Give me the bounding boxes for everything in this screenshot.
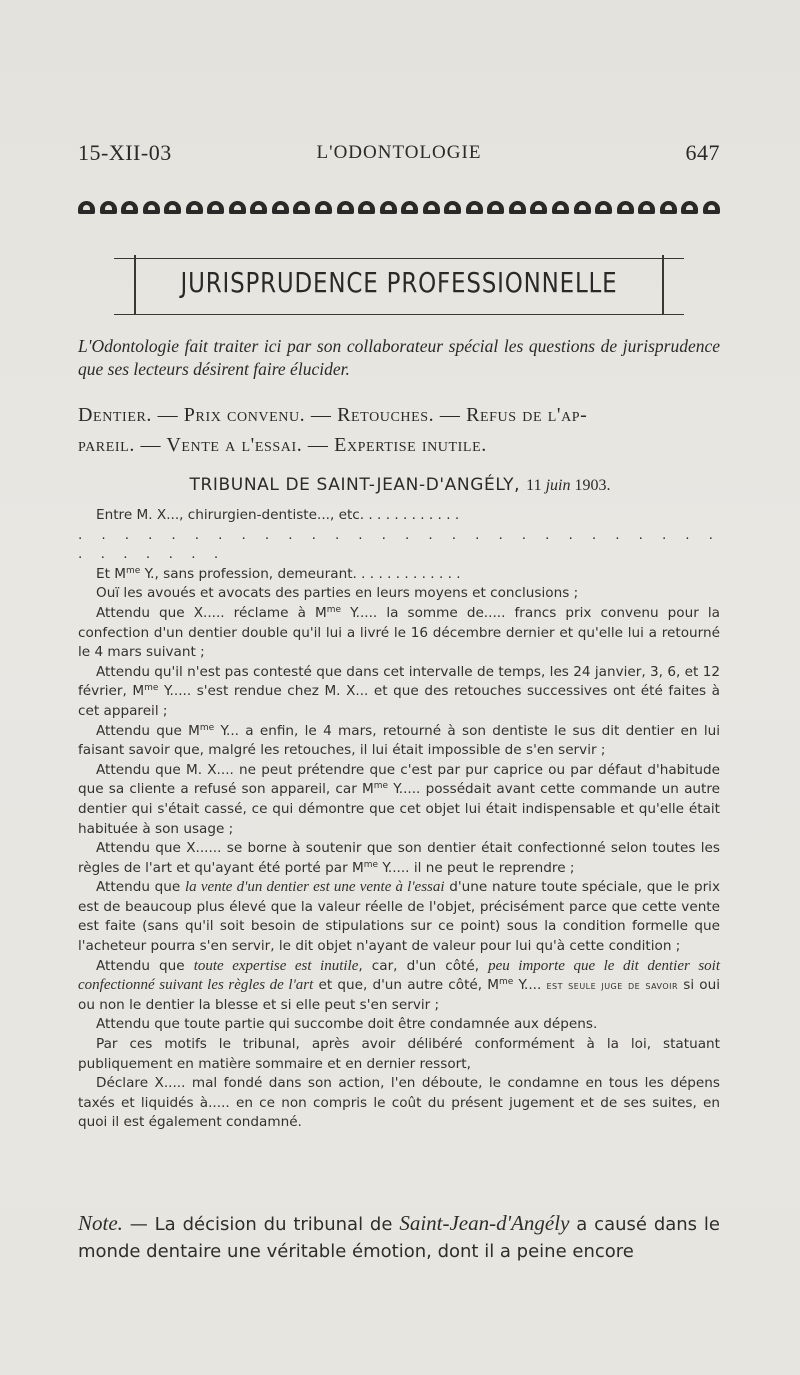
paragraph-entre: Entre M. X..., chirurgien-dentiste..., etc. . . . . . . . . . . . (96, 507, 460, 523)
italic-run: la vente d'un dentier est une vente à l'essai (185, 879, 445, 896)
ornament-icon (552, 201, 569, 214)
ornament-icon (272, 201, 289, 214)
ornament-icon (121, 201, 138, 214)
ornament-icon (703, 201, 720, 214)
paragraph-attendu-3 (78, 722, 720, 761)
ornament-icon (380, 201, 397, 214)
text-run: Y..... la somme de..... francs prix convenu pour la confection d'un dentier double qu'il lui a livré le 16 décembre dernier et qu'elle lui a retourné le 4 mars suivant ; (78, 604, 720, 661)
editorial-note (78, 1210, 720, 1265)
paragraph-declare: Déclare X..... mal fondé dans son action, l'en déboute, le condamne en tous les dépens taxés et liquidés à..... en ce non compris le coût du présent jugement et de ses suites, en quoi il est également condamné. (78, 1075, 720, 1131)
ellipsis-row: . . . . . . . . . . . . . . . . . . . . . . . . . . . . . . . . . . . (78, 526, 720, 563)
ornament-icon (100, 201, 117, 214)
text-run: Attendu que (96, 879, 185, 896)
ornament-icon (466, 201, 483, 214)
paragraph-et (78, 565, 720, 585)
text-run: Attendu que X..... réclame à M (96, 604, 327, 621)
text-run: et que, d'un autre côté, M (313, 977, 500, 994)
superscript: me (199, 722, 215, 733)
ornament-icon (530, 201, 547, 214)
section-rubric (78, 256, 720, 320)
text-run: , car, d'un côté, (358, 957, 489, 974)
page-number: 647 (685, 140, 720, 165)
paragraph-attendu-6 (78, 878, 720, 956)
journal-title: L'ODONTOLOGIE (316, 142, 482, 163)
decorative-ornament-band (78, 192, 720, 214)
ornament-icon (315, 201, 332, 214)
ornament-icon (229, 201, 246, 214)
tribunal-line (100, 475, 700, 495)
ornament-icon (423, 201, 440, 214)
case-heading-line-1: Dentier. — Prix convenu. — Retouches. — Refus de l'ap- (78, 404, 588, 426)
note-text: — La décision du tribunal de (122, 1214, 400, 1235)
superscript: me (373, 781, 389, 792)
ornament-icon (164, 201, 181, 214)
text-run: Y., sans profession, demeurant. . . . . . . . . . . . . (140, 565, 461, 582)
ornament-icon (617, 201, 634, 214)
ornament-icon (509, 201, 526, 214)
note-text-continued: a causé dans le monde dentaire une véritable émotion, dont il a peine encore (78, 1214, 721, 1262)
paragraph-attendu-7 (78, 957, 720, 1016)
judgment-text (78, 506, 720, 1133)
section-title: JURISPRUDENCE PROFESSIONNELLE (180, 266, 618, 299)
ornament-icon (337, 201, 354, 214)
text-run: Attendu que M (96, 722, 200, 739)
small-caps-run: est seule juge de savoir (546, 978, 679, 993)
judgment-date (526, 477, 610, 494)
section-intro: L'Odontologie fait traiter ici par son collaborateur spécial les questions de jurisprudence que ses lecteurs désirent faire élucider. (78, 336, 720, 379)
ornament-icon (401, 201, 418, 214)
text-run: Attendu qu'il n'est pas contesté que dans cet intervalle de temps, les 24 janvier, 3, 6, et 12 février, M (78, 663, 720, 700)
ornament-icon (293, 201, 310, 214)
note-label: Note. (78, 1211, 123, 1235)
paragraph-par-ces-motifs: Par ces motifs le tribunal, après avoir délibéré conformément à la loi, statuant publiquement en matière sommaire et en dernier ressort, (78, 1036, 720, 1072)
ornament-icon (595, 201, 612, 214)
text-run: Y... a enfin, le 4 mars, retourné à son dentiste le sus dit dentier en lui faisant savoir que, malgré les retouches, il lui était impossible de s'en servir ; (78, 722, 720, 759)
judgment-year: 1903. (574, 477, 611, 494)
text-run: Y..... s'est rendue chez M. X... et que des retouches successives ont été faites à cet appareil ; (78, 683, 720, 719)
tribunal-name: TRIBUNAL DE SAINT-JEAN-D'ANGÉLY, (189, 475, 521, 495)
rubric-frame-top (114, 258, 684, 259)
superscript: me (326, 604, 342, 615)
text-run: Attendu que X...... se borne à soutenir que son dentier était confectionné selon toutes les règles de l'art et qu'ayant été porté par M (78, 840, 720, 876)
ornament-icon (207, 201, 224, 214)
running-head (78, 140, 720, 174)
text-run: Y..... possédait avant cette commande un autre dentier qui s'était cassé, ce qui démontre que cet objet lui était indispensable et qu'elle était habituée à son usage ; (78, 781, 720, 837)
text-run: Y.... (513, 977, 547, 994)
ornament-icon (574, 201, 591, 214)
ornament-icon (444, 201, 461, 214)
text-run: d'une nature toute spéciale, que le prix est de beaucoup plus élevé que la valeur réelle de l'objet, précisément parce que cette vente est faite (sans qu'il soit besoin de stipulations sur ce point) sous la condition formelle que l'acheteur pourra s'en servir, le dit objet n'ayant de valeur pour lui qu'à cette condition ; (78, 879, 720, 955)
superscript: me (125, 565, 141, 576)
text-run: Y..... il ne peut le reprendre ; (378, 859, 575, 876)
judgment-day: 11 (526, 477, 542, 494)
paragraph-attendu-1 (78, 604, 720, 663)
text-run: si oui ou non le dentier la blesse et si elle peut s'en servir ; (78, 977, 720, 1013)
ornament-icon (186, 201, 203, 214)
paragraph-oui: Ouï les avoués et avocats des parties en leurs moyens et conclusions ; (96, 585, 579, 602)
superscript: me (144, 683, 159, 694)
text-run: Et M (96, 565, 126, 582)
ornament-icon (487, 201, 504, 214)
italic-run: toute expertise est inutile (193, 957, 359, 974)
rubric-frame-bottom (114, 314, 684, 315)
text-run: Attendu que M. X.... ne peut prétendre que c'est par pur caprice ou par défaut d'habitude que sa cliente a refusé son appareil, car M (78, 761, 720, 798)
paragraph-attendu-8: Attendu que toute partie qui succombe doit être condamnée aux dépens. (96, 1016, 598, 1033)
ornament-icon (78, 201, 95, 214)
superscript: me (499, 977, 514, 988)
text-run: Attendu que (96, 957, 194, 974)
ornament-icon (681, 201, 698, 214)
case-heading (78, 400, 720, 460)
ornament-icon (143, 201, 160, 214)
paragraph-attendu-2 (78, 663, 720, 722)
paragraph-attendu-4 (78, 761, 720, 839)
ornament-icon (660, 201, 677, 214)
paragraph-attendu-5 (78, 839, 720, 878)
ornament-icon (638, 201, 655, 214)
case-heading-line-2: pareil. — Vente a l'essai. — Expertise inutile. (78, 434, 487, 456)
note-place: Saint-Jean-d'Angély (399, 1211, 570, 1235)
ornament-icon (358, 201, 375, 214)
judgment-month: juin (545, 477, 571, 494)
superscript: me (363, 859, 379, 870)
italic-run: peu importe que le dit dentier soit confectionné suivant les règles de l'art (78, 957, 720, 994)
ornament-icon (250, 201, 267, 214)
issue-date: 15-XII-03 (78, 140, 172, 165)
